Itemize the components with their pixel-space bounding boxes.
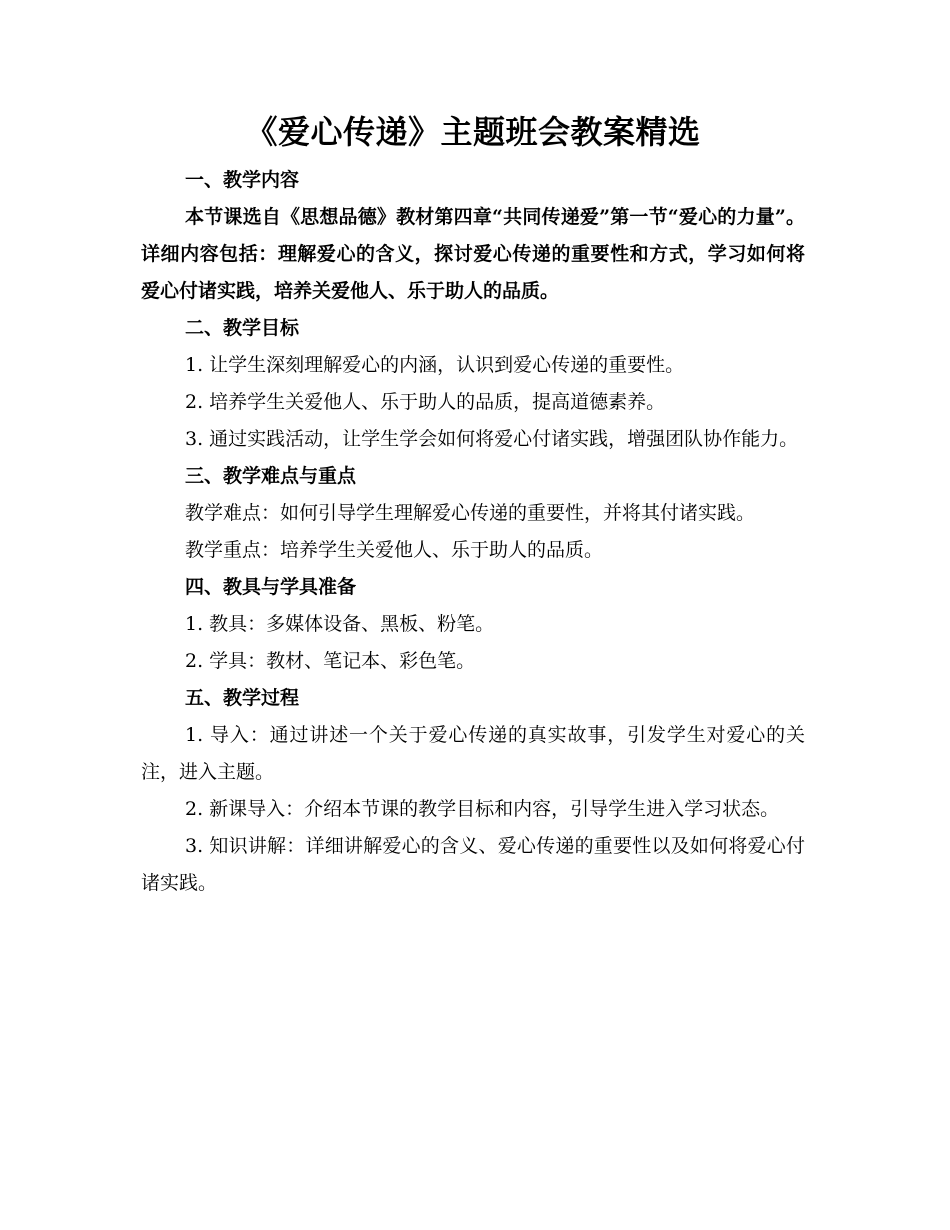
section-paragraph: 2. 学具：教材、笔记本、彩色笔。 xyxy=(185,650,476,672)
section-heading: 二、教学目标 xyxy=(185,317,300,339)
section-teaching-process xyxy=(141,680,805,902)
section-paragraph: 1. 让学生深刻理解爱心的内涵，认识到爱心传递的重要性。 xyxy=(185,354,685,376)
section-paragraph: 本节课选自《思想品德》教材第四章“共同传递爱”第一节“爱心的力量”。详细内容包括：理解爱心的含义，探讨爱心传递的重要性和方式，学习如何将爱心付诸实践，培养关爱他人、乐于助人的品质。 xyxy=(141,206,805,302)
section-paragraph: 1. 教具：多媒体设备、黑板、粉笔。 xyxy=(185,613,495,635)
section-paragraph: 2. 培养学生关爱他人、乐于助人的品质，提高道德素养。 xyxy=(185,391,666,413)
document-page xyxy=(141,110,805,902)
section-heading: 四、教具与学具准备 xyxy=(185,576,357,598)
section-heading: 一、教学内容 xyxy=(185,169,300,191)
document-title: 《爱心传递》主题班会教案精选 xyxy=(245,113,701,151)
section-paragraph: 3. 知识讲解：详细讲解爱心的含义、爱心传递的重要性以及如何将爱心付诸实践。 xyxy=(141,835,805,894)
section-paragraph: 1. 导入：通过讲述一个关于爱心传递的真实故事，引发学生对爱心的关注，进入主题。 xyxy=(141,724,805,783)
section-paragraph: 教学重点：培养学生关爱他人、乐于助人的品质。 xyxy=(185,539,604,561)
section-tools-preparation xyxy=(141,569,805,680)
section-difficulties-focus xyxy=(141,458,805,569)
section-teaching-goals xyxy=(141,310,805,458)
section-teaching-content xyxy=(141,162,805,310)
section-heading: 三、教学难点与重点 xyxy=(185,465,357,487)
section-paragraph: 教学难点：如何引导学生理解爱心传递的重要性，并将其付诸实践。 xyxy=(185,502,756,524)
section-paragraph: 2. 新课导入：介绍本节课的教学目标和内容，引导学生进入学习状态。 xyxy=(185,798,780,820)
section-heading: 五、教学过程 xyxy=(185,687,300,709)
section-paragraph: 3. 通过实践活动，让学生学会如何将爱心付诸实践，增强团队协作能力。 xyxy=(185,428,799,450)
